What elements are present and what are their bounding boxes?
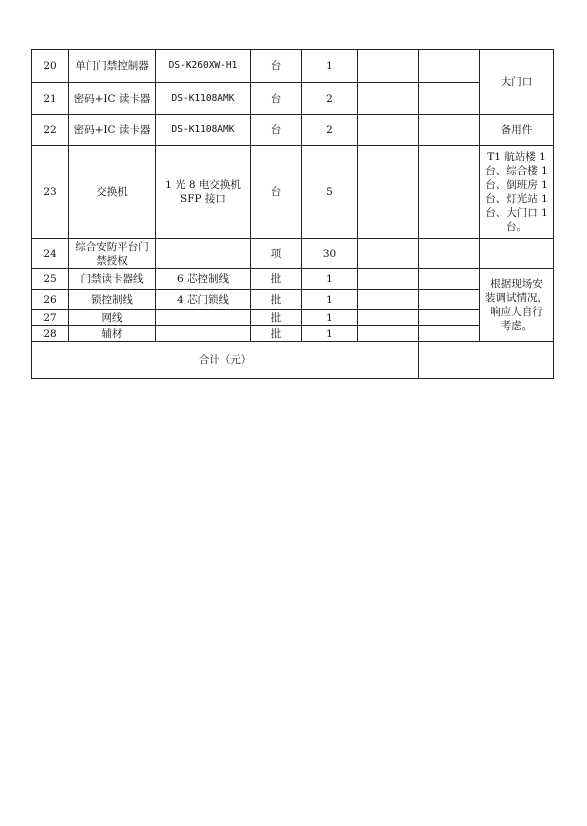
unit-price-cell — [358, 83, 419, 115]
subtotal-cell — [419, 146, 480, 239]
item-name: 辅材 — [69, 326, 156, 342]
remark-line: 响应人自行 — [490, 306, 543, 318]
subtotal-cell — [419, 115, 480, 146]
remark-switch-locations — [480, 146, 554, 239]
remark-spare: 备用件 — [480, 115, 554, 146]
item-quantity: 5 — [302, 146, 358, 239]
remark-empty — [480, 239, 554, 269]
remark-line: 台、大门口 1 — [485, 207, 548, 219]
item-quantity: 1 — [302, 50, 358, 83]
item-spec — [156, 239, 251, 269]
item-spec — [156, 310, 251, 326]
item-unit: 批 — [251, 326, 302, 342]
unit-price-cell — [358, 115, 419, 146]
subtotal-cell — [419, 269, 480, 290]
spec-line: SFP 接口 — [180, 193, 226, 205]
remark-line: 台。 — [506, 221, 527, 233]
row-number: 21 — [32, 83, 69, 115]
row-number: 23 — [32, 146, 69, 239]
subtotal-cell — [419, 50, 480, 83]
table-row — [32, 83, 554, 115]
subtotal-cell — [419, 239, 480, 269]
remark-main-gate: 大门口 — [480, 50, 554, 115]
item-name: 门禁读卡器线 — [69, 269, 156, 290]
equipment-quote-table — [31, 49, 554, 379]
item-name: 网线 — [69, 310, 156, 326]
item-name: 交换机 — [69, 146, 156, 239]
unit-price-cell — [358, 310, 419, 326]
row-number: 25 — [32, 269, 69, 290]
item-quantity: 1 — [302, 269, 358, 290]
item-quantity: 30 — [302, 239, 358, 269]
total-row — [32, 342, 554, 379]
remark-line: 台、综合楼 1 — [485, 165, 548, 177]
remark-line: 考虑。 — [500, 320, 533, 332]
unit-price-cell — [358, 290, 419, 310]
item-spec: DS-K260XW-H1 — [156, 50, 251, 83]
item-spec: 4 芯门锁线 — [156, 290, 251, 310]
spec-line: 1 光 8 电交换机 — [165, 179, 241, 191]
item-unit: 台 — [251, 83, 302, 115]
item-name: 单门门禁控制器 — [69, 50, 156, 83]
item-quantity: 1 — [302, 290, 358, 310]
unit-price-cell — [358, 326, 419, 342]
remark-line: 台、倒班房 1 — [485, 179, 548, 191]
subtotal-cell — [419, 326, 480, 342]
name-line: 综合安防平台门 — [75, 240, 149, 253]
row-number: 22 — [32, 115, 69, 146]
row-number: 26 — [32, 290, 69, 310]
total-label: 合计（元） — [32, 342, 419, 379]
subtotal-cell — [419, 310, 480, 326]
item-unit: 台 — [251, 146, 302, 239]
row-number: 28 — [32, 326, 69, 342]
remark-line: T1 航站楼 1 — [487, 151, 546, 163]
table-row — [32, 269, 554, 290]
item-name — [69, 239, 156, 269]
item-spec: 6 芯控制线 — [156, 269, 251, 290]
item-spec: DS-K1108AMK — [156, 83, 251, 115]
item-unit: 批 — [251, 290, 302, 310]
table-row — [32, 115, 554, 146]
item-unit: 台 — [251, 115, 302, 146]
total-value-cell — [419, 342, 554, 379]
unit-price-cell — [358, 146, 419, 239]
remark-line: 台、灯光站 1 — [485, 193, 548, 205]
table-row — [32, 146, 554, 239]
remark-line: 装调试情况， — [485, 292, 548, 304]
unit-price-cell — [358, 269, 419, 290]
item-quantity: 2 — [302, 83, 358, 115]
remark-line: 根据现场安 — [490, 278, 543, 290]
item-spec: DS-K1108AMK — [156, 115, 251, 146]
table-row — [32, 50, 554, 83]
item-unit: 台 — [251, 50, 302, 83]
subtotal-cell — [419, 290, 480, 310]
item-unit: 批 — [251, 310, 302, 326]
item-spec — [156, 146, 251, 239]
subtotal-cell — [419, 83, 480, 115]
table-row — [32, 239, 554, 269]
unit-price-cell — [358, 50, 419, 83]
item-unit: 批 — [251, 269, 302, 290]
item-name: 密码+IC 读卡器 — [69, 83, 156, 115]
item-quantity: 1 — [302, 326, 358, 342]
remark-site-conditions — [480, 269, 554, 342]
row-number: 27 — [32, 310, 69, 326]
unit-price-cell — [358, 239, 419, 269]
table-row — [32, 290, 554, 310]
item-quantity: 1 — [302, 310, 358, 326]
table-row — [32, 310, 554, 326]
item-quantity: 2 — [302, 115, 358, 146]
name-line: 禁授权 — [96, 254, 128, 267]
row-number: 20 — [32, 50, 69, 83]
item-name: 密码+IC 读卡器 — [69, 115, 156, 146]
table-row — [32, 326, 554, 342]
row-number: 24 — [32, 239, 69, 269]
item-name: 锁控制线 — [69, 290, 156, 310]
item-spec — [156, 326, 251, 342]
item-unit: 项 — [251, 239, 302, 269]
